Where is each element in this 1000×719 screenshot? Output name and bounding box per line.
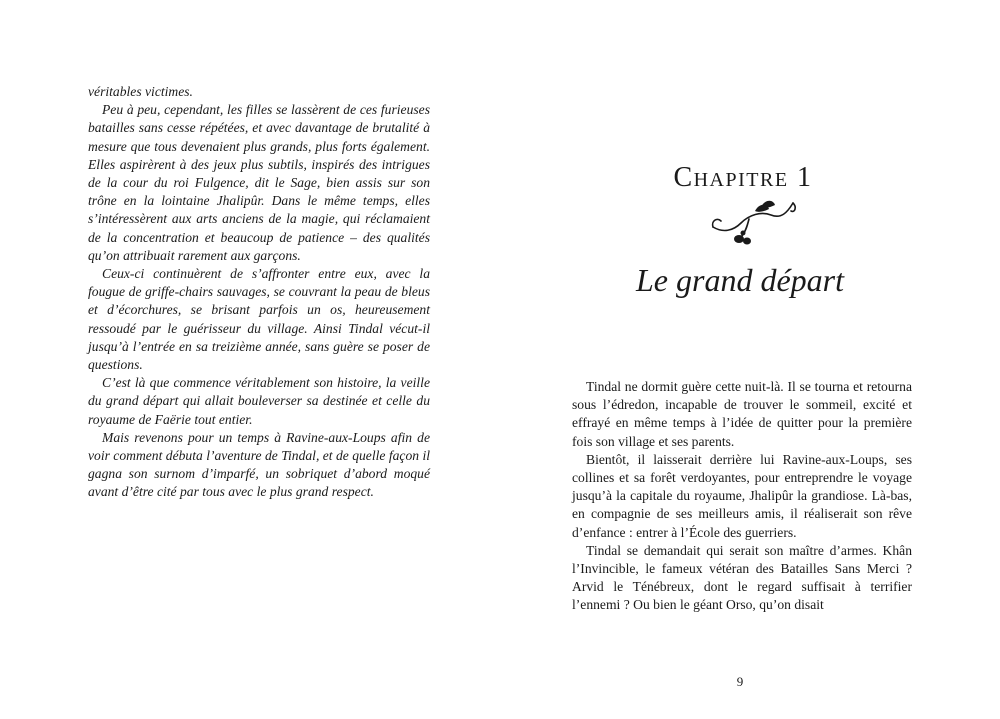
chapter-title: Le grand départ — [636, 262, 844, 298]
right-page-body — [572, 378, 912, 615]
left-paragraph-1: véritables victimes. — [88, 84, 193, 99]
right-paragraph-3: Tindal se demandait qui serait son maître d’armes. Khân l’Invincible, le fameux vétéran des Batailles Sans Merci ? Arvid le Ténébreux, dont le regard suffisait à terrifier l’ennemi ? Ou bien le géant Orso, qu’on disait — [572, 542, 912, 613]
chapter-label: Chapitre 1 — [673, 162, 813, 193]
right-page — [500, 0, 1000, 719]
left-paragraph-3: Ceux-ci continuèrent de s’affronter entre eux, avec la fougue de griffe-chairs sauvages, se couvrant la peau de bleus et d’écorchures, se brisant parfois un os, heureusement ressoudé par le guérisseur du village. Ainsi Tindal vécut-il jusqu’à l’entrée en sa treizième année, sans guère se poser de questions. — [88, 266, 430, 373]
left-page-body — [88, 83, 430, 502]
page-number: 9 — [736, 674, 744, 689]
left-paragraph-5: Mais revenons pour un temps à Ravine-aux-Loups afin de voir comment débuta l’aventure de Tindal, et de quelle façon il gagna son surnom d’imparfé, un sobriquet d’abord moqué avant d’être cité par tous avec le plus grand respect. — [88, 429, 430, 500]
left-paragraph-4: C’est là que commence véritablement son histoire, la veille du grand départ qui allait bouleverser sa destinée et celle du royaume de Faërie tout entier. — [88, 375, 430, 427]
right-paragraph-1: Tindal ne dormit guère cette nuit-là. Il se tourna et retourna sous l’édredon, incapable de trouver le sommeil, excité et effrayé en même temps à l’idée de quitter pour la première fois son village et ses parents. — [572, 379, 912, 449]
floral-vine-ornament-icon — [709, 197, 801, 245]
right-paragraph-2: Bientôt, il laisserait derrière lui Ravine-aux-Loups, ses collines et sa forêt verdoyantes, pour entreprendre le voyage jusqu’à la capitale du royaume, Jhalipûr la grandiose. Là-bas, en compagnie de ses meilleurs amis, il réaliserait son rêve d’enfance : entrer à l’École des guerriers. — [572, 451, 912, 540]
left-paragraph-2: Peu à peu, cependant, les filles se lassèrent de ces furieuses batailles sans cesse répétées, et avec davantage de brutalité à mesure que tous devenaient plus grands, plus forts également. Elles aspirèrent à des jeux plus subtils, inspirés des intrigues de la cour du roi Fulgence, dit le Sage, bien assis sur son trône en la lointaine Jhalipûr. Dans le même temps, elles s’intéressèrent aux arts anciens de la magie, qui réclamaient de la concentration et beaucoup de patience – des qualités qu’on attribuait rarement aux garçons. — [88, 102, 430, 263]
